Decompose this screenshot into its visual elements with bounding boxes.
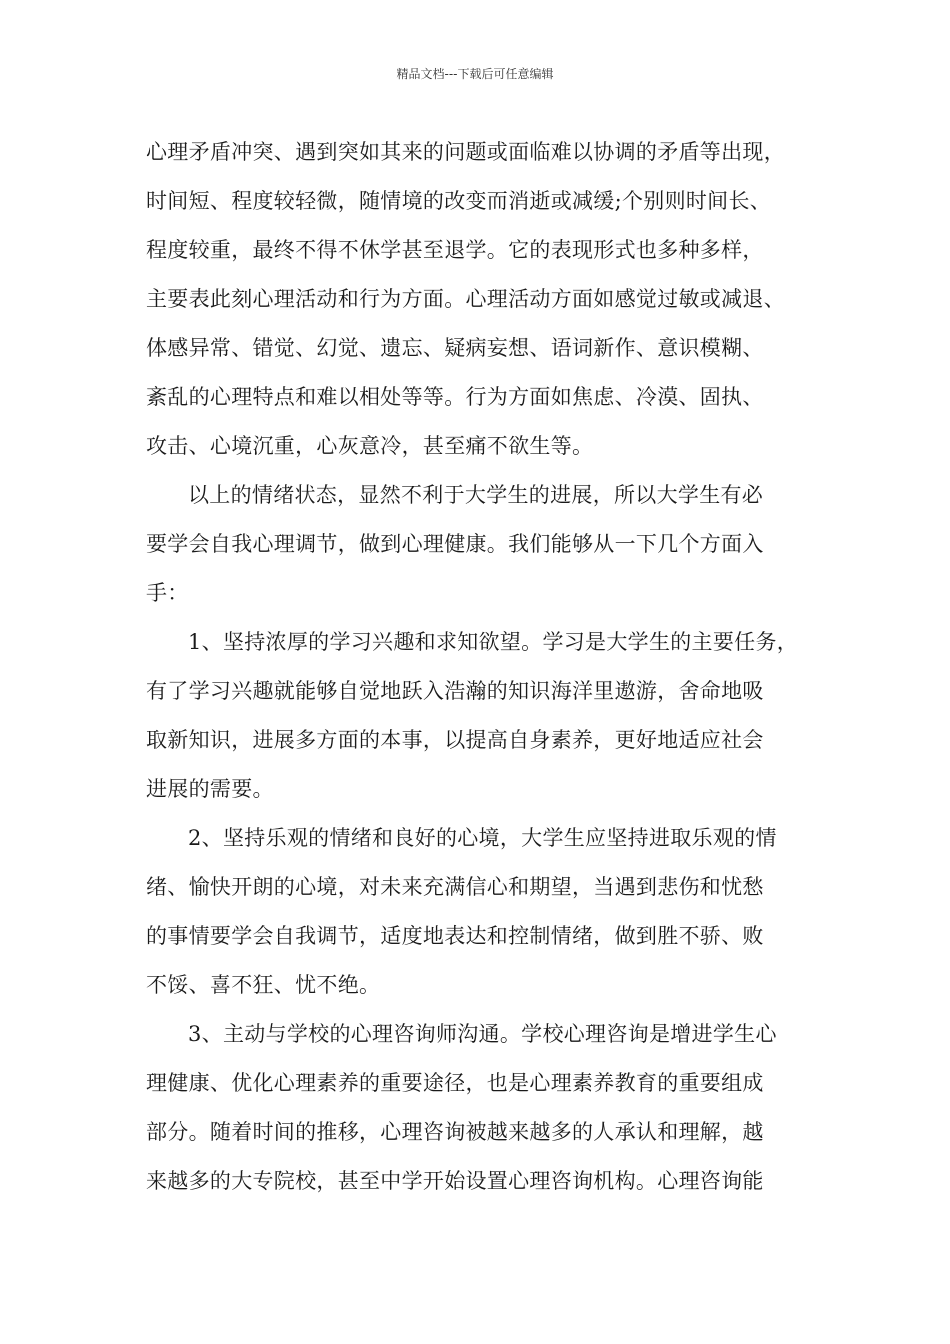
- text-line: 的事情要学会自我调节，适度地表达和控制情绪，做到胜不骄、败: [146, 924, 764, 948]
- text-line: 要学会自我心理调节，做到心理健康。我们能够从一下几个方面入: [146, 532, 764, 556]
- text-line: 主要表此刻心理活动和行为方面。心理活动方面如感觉过敏或减退、: [146, 287, 785, 311]
- text-line: 有了学习兴趣就能够自觉地跃入浩瀚的知识海洋里遨游，舍命地吸: [146, 679, 764, 703]
- paragraph: [146, 128, 826, 471]
- text-line: 绪、愉快开朗的心境，对未来充满信心和期望，当遇到悲伤和忧愁: [146, 875, 764, 899]
- text-line: 心理矛盾冲突、遇到突如其来的问题或面临难以协调的矛盾等出现，: [146, 140, 785, 164]
- page-header: 精品文档---下载后可任意编辑: [396, 67, 554, 81]
- document-body: [146, 128, 826, 1206]
- paragraph: [146, 1010, 826, 1206]
- text-line: 程度较重，最终不得不休学甚至退学。它的表现形式也多种多样，: [146, 238, 764, 262]
- paragraph: [146, 471, 826, 618]
- paragraph: [146, 618, 826, 814]
- text-line: 1、坚持浓厚的学习兴趣和求知欲望。学习是大学生的主要任务，: [188, 630, 799, 654]
- text-line: 2、坚持乐观的情绪和良好的心境，大学生应坚持进取乐观的情: [188, 826, 777, 850]
- paragraph: [146, 814, 826, 1010]
- text-line: 时间短、程度较轻微，随情境的改变而消逝或减缓;个别则时间长、: [146, 189, 772, 213]
- text-line: 部分。随着时间的推移，心理咨询被越来越多的人承认和理解，越: [146, 1120, 764, 1144]
- text-line: 3、主动与学校的心理咨询师沟通。学校心理咨询是增进学生心: [188, 1022, 777, 1046]
- text-line: 取新知识，进展多方面的本事，以提高自身素养，更好地适应社会: [146, 728, 764, 752]
- text-line: 以上的情绪状态，显然不利于大学生的进展，所以大学生有必: [188, 483, 764, 507]
- text-line: 攻击、心境沉重，心灰意冷，甚至痛不欲生等。: [146, 434, 594, 458]
- text-line: 紊乱的心理特点和难以相处等等。行为方面如焦虑、冷漠、固执、: [146, 385, 764, 409]
- text-line: 体感异常、错觉、幻觉、遗忘、疑病妄想、语词新作、意识模糊、: [146, 336, 764, 360]
- text-line: 手：: [146, 581, 189, 605]
- text-line: 理健康、优化心理素养的重要途径，也是心理素养教育的重要组成: [146, 1071, 764, 1095]
- text-line: 进展的需要。: [146, 777, 274, 801]
- text-line: 来越多的大专院校，甚至中学开始设置心理咨询机构。心理咨询能: [146, 1169, 764, 1193]
- text-line: 不馁、喜不狂、忧不绝。: [146, 973, 381, 997]
